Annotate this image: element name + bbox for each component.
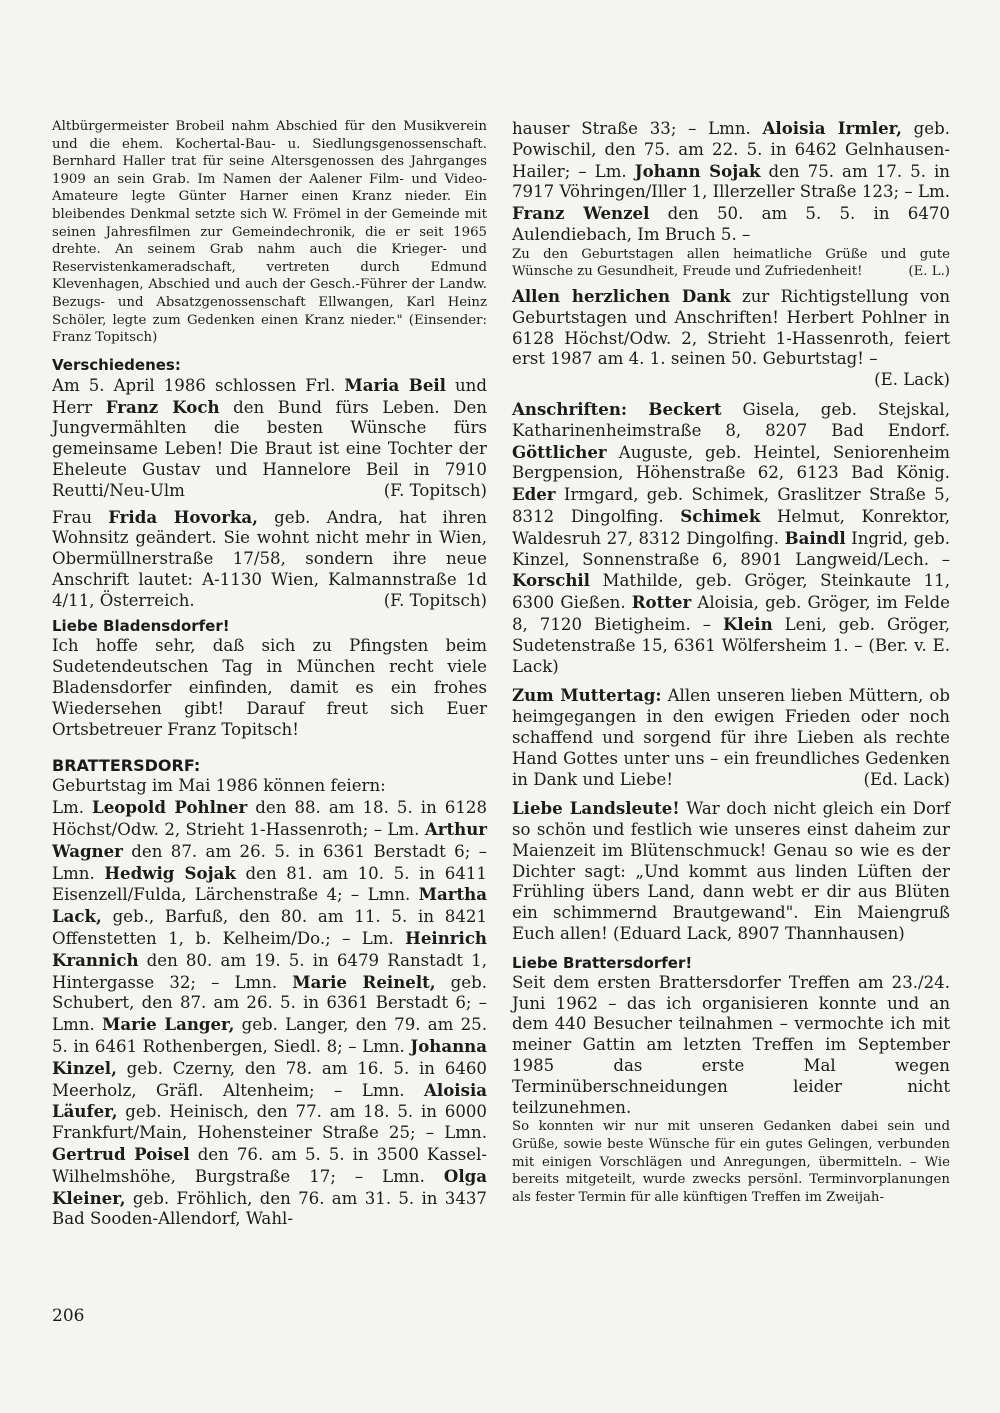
address-change-notice: Frau Frida Hovorka, geb. Andra, hat ihren Wohnsitz geändert. Sie wohnt nicht mehr in Wien, Obermüllnerstraße 17/58, sondern ihre neue Anschrift lautet: A-1130 Wien, Kalmannstraße 1d 4/11, Österreich. (F. Topitsch) xyxy=(52,506,487,610)
birthday-list-continued: hauser Straße 33; – Lmn. Aloisia Irmler, geb. Powischil, den 75. am 22. 5. in 6462 Gelnhausen-Hailer; – Lm. Johann Sojak den 75. am 17. 5. in 7917 Vöhringen/Iller 1, Illerzeller Straße 123; – Lm. Franz Wenzel den 50. am 5. 5. in 6470 Aulendiebach, Im Bruch 5. – xyxy=(512,118,950,244)
right-column xyxy=(512,118,950,1206)
signature: (E. L.) xyxy=(908,264,950,280)
signature: (F. Topitsch) xyxy=(383,590,487,610)
landsleute-notice: Liebe Landsleute! War doch nicht gleich ein Dorf so schön und festlich wie unseres einst daheim zur Maienzeit im Blütenschmuck! Genau so wie es der Dichter sagt: „Und kommt aus linden Lüften der Frühling übers Land, dann webt er dir aus Blüten ein schimmernd Brautgewand". Ein Maiengruß Euch allen! (Eduard Lack, 8907 Thannhausen) xyxy=(512,798,951,944)
bladensdorfer-heading: Liebe Bladensdorfer! xyxy=(52,617,230,636)
bladensdorfer-text: Ich hoffe sehr, daß sich zu Pfingsten beim Sudetendeutschen Tag in München recht viele Bladensdorfer einfinden, damit es ein frohes Wiedersehen gibt! Darauf freut sich Euer Ortsbetreuer Franz Topitsch! xyxy=(52,636,487,739)
verschiedenes-heading: Verschiedenes: xyxy=(52,355,181,374)
brattersdorfer-heading: Liebe Brattersdorfer! xyxy=(512,953,693,972)
birthday-list: Lm. Leopold Pohlner den 88. am 18. 5. in 6128 Höchst/Odw. 2, Strieht 1-Hassenroth; – Lm. Arthur Wagner den 87. am 26. 5. in 6361 Berstadt 6; – Lmn. Hedwig Sojak den 81. am 10. 5. in 6411 Eisenzell/Fulda, Lärchenstraße 4; – Lmn. Martha Lack, geb., Barfuß, den 80. am 11. 5. in 8421 Offenstetten 1, b. Kelheim/Do.; – Lm. Heinrich Krannich den 80. am 19. 5. in 6479 Ranstadt 1, Hintergasse 32; – Lmn. Marie Reinelt, geb. Schubert, den 87. am 26. 5. in 6361 Berstadt 6; – Lmn. Marie Langer, geb. Langer, den 79. am 25. 5. in 6461 Rothenbergen, Siedl. 8; – Lmn. Johanna Kinzel, geb. Czerny, den 78. am 16. 5. in 6460 Meerholz, Gräfl. Altenheim; – Lmn. Aloisia Läufer, geb. Heinisch, den 77. am 18. 5. in 6000 Frankfurt/Main, Hohensteiner Straße 25; – Lmn. Gertrud Poisel den 76. am 5. 5. in 3500 Kassel-Wilhelmshöhe, Burgstraße 17; – Lmn. Olga Kleiner, geb. Fröhlich, den 76. am 31. 5. in 3437 Bad Sooden-Allendorf, Wahl- xyxy=(52,797,487,1229)
brattersdorfer-text: Seit dem ersten Brattersdorfer Treffen am 23./24. Juni 1962 – das ich organisieren konnte und an dem 440 Besucher teilnahmen – vermochte ich mit meiner Gattin am letzten Treffen im September 1985 das erste Mal wegen Terminüberschneidungen leider nicht teilzunehmen. xyxy=(512,972,950,1117)
thanks-notice: Allen herzlichen Dank zur Richtigstellung von Geburtstagen und Anschriften! Herbert Pohlner in 6128 Höchst/Odw. 2, Strieht 1-Hassenroth, feiert erst 1987 am 4. 1. seinen 50. Geburtstag! – (E. Lack) xyxy=(512,285,951,390)
obituary-paragraph: Altbürgermeister Brobeil nahm Abschied für den Musikverein und die ehem. Kochertal-Bau- u. Siedlungsgenossenschaft. Bernhard Haller trat für seine Altersgenossen des Jahrganges 1909 an sein Grab. Im Namen der Aalener Film- und Video-Amateure legte Günter Harner einen Kranz nieder. Ein bleibendes Denkmal setzte sich W. Frömel in der Gemeinde mit seinen Jahresfilmen zur Gemeindechronik, die er seit 1965 drehte. An seinem Grab nahm auch die Krieger- und Reservistenkameradschaft, vertreten durch Edmund Klevenhagen, Abschied und auch der Gesch.-Führer der Landw. Bezugs- und Absatzgenossenschaft Ellwangen, Karl Heinz Schöler, legte zum Gedenken einen Kranz nieder." (Einsender: Franz Topitsch) xyxy=(52,119,487,346)
brattersdorfer-small-text: So konnten wir nur mit unseren Gedanken dabei sein und Grüße, sowie beste Wünsche für ein gutes Gelingen, verbunden mit einigen Vorschlägen und Anregungen, übermitteln. – Wie bereits mitgeteilt, wurde zwecks persönl. Terminvorplanungen als fester Termin für alle künftigen Treffen im Zweijah- xyxy=(512,1119,950,1205)
brattersdorf-heading: BRATTERSDORF: xyxy=(52,756,201,776)
addresses-notice: Anschriften: Beckert Gisela, geb. Stejskal, Katharinenheimstraße 8, 8207 Bad Endorf. Göttlicher Auguste, geb. Heintel, Seniorenheim Bergpension, Höhenstraße 62, 6123 Bad König. Eder Irmgard, geb. Schimek, Graslitzer Straße 5, 8312 Dingolfing. Schimek Helmut, Konrektor, Waldesruh 27, 8312 Dingolfing. Baindl Ingrid, geb. Kinzel, Sonnenstraße 6, 8901 Langweid/Lech. – Korschil Mathilde, geb. Gröger, Steinkaute 11, 6300 Gießen. Rotter Aloisia, geb. Gröger, im Felde 8, 7120 Bietigheim. – Klein Leni, geb. Gröger, Sudetenstraße 15, 6361 Wölfersheim 1. – (Ber. v. E. Lack) xyxy=(512,398,951,676)
left-column xyxy=(52,118,487,1230)
signature: (F. Topitsch) xyxy=(383,480,487,500)
signature: (E. Lack) xyxy=(874,370,950,390)
signature: (Ed. Lack) xyxy=(863,769,950,789)
mothers-day-notice: Zum Muttertag: Allen unseren lieben Müttern, ob heimgegangen in den ewigen Frieden oder noch schaffend und sorgend für ihre Lieben als rechte Hand Gottes unter uns – ein freundliches Gedenken in Dank und Liebe! (Ed. Lack) xyxy=(512,685,950,789)
birthday-intro: Geburtstag im Mai 1986 können feiern: xyxy=(52,776,386,796)
wedding-notice: Am 5. April 1986 schlossen Frl. Maria Beil und Herr Franz Koch den Bund fürs Leben. Den Jungvermählten die besten Wünsche fürs gemeinsame Leben! Die Braut ist eine Tochter der Eheleute Gustav und Hannelore Beil in 7910 Reutti/Neu-Ulm (F. Topitsch) xyxy=(52,374,487,500)
page-number: 206 xyxy=(52,1306,85,1326)
birthday-greeting: Zu den Geburtstagen allen heimatliche Grüße und gute Wünsche zu Gesundheit, Freude und Zufriedenheit! (E. L.) xyxy=(512,246,950,280)
